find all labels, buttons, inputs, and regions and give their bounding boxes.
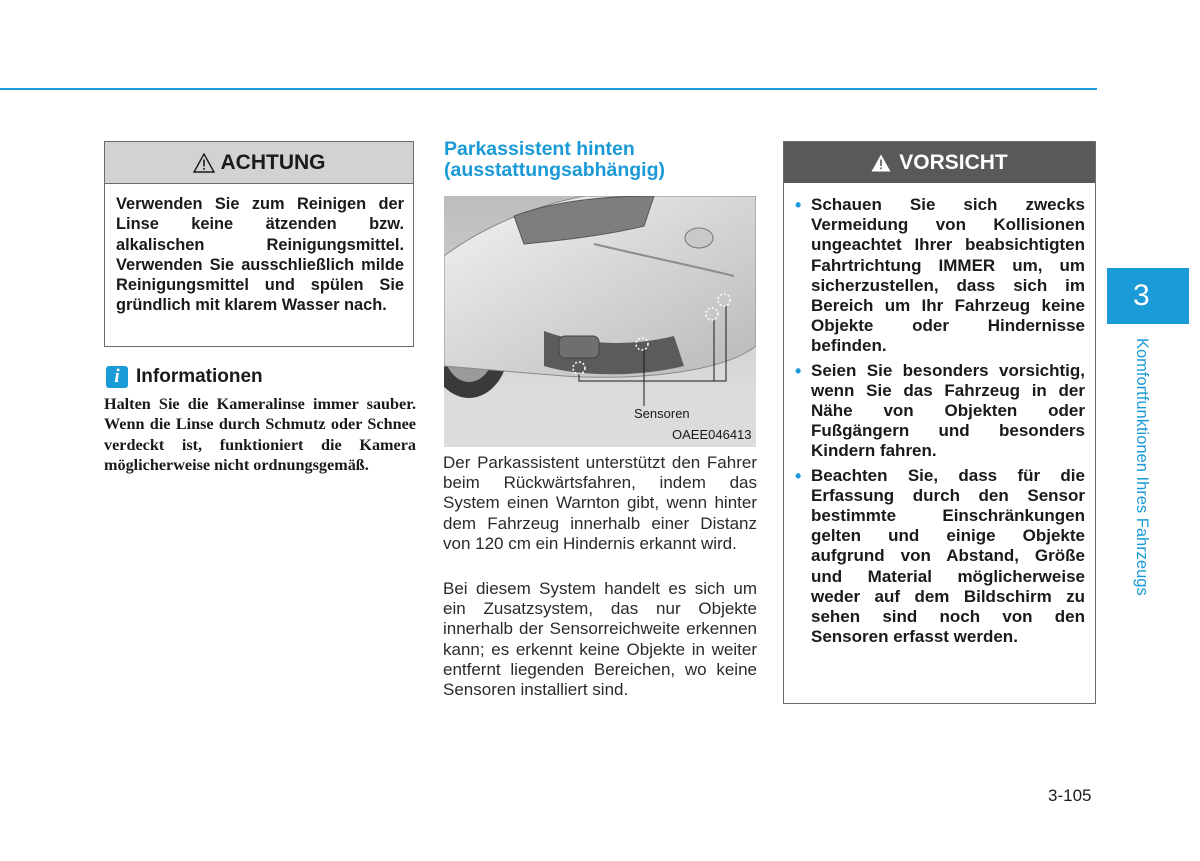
vorsicht-title: VORSICHT [899,150,1008,174]
vorsicht-header [784,142,1095,183]
vorsicht-item: • Schauen Sie sich zwecks Vermeidung von Kollisionen ungeachtet Ihrer beabsichtigten Fahrtrichtung IMMER um, um sicherzustellen, dass sich im Bereich um Ihr Fahrzeug keine Objekte oder Hindernisse befinden. [794,195,1085,357]
car-rear-illustration [444,196,756,447]
info-text: Halten Sie die Kameralinse immer sauber. Wenn die Linse durch Schmutz oder Schnee verdeckt ist, funktioniert die Kamera möglicherweise nicht ordnungsgemäß. [104,395,416,474]
vorsicht-box [783,141,1096,704]
warning-triangle-filled-icon [871,154,891,172]
warning-triangle-outline-icon [193,153,215,173]
info-title: Informationen [136,366,263,387]
chapter-title: Komfortfunktionen Ihres Fahrzeugs [1133,338,1151,596]
body-paragraph-2: Bei diesem System handelt es sich um ein Zusatzsystem, das nur Objekte innerhalb der Sensorreichweite erkennen kann; es erkennt keine Objekte in weiter entfernt liegenden Bereichen, wo keine Sensoren installiert sind. [443,579,757,700]
chapter-tab: 3 [1107,268,1189,324]
body-paragraph-1: Der Parkassistent unterstützt den Fahrer beim Rückwärtsfahren, indem das System einen Warnton gibt, wenn hinter dem Fahrzeug innerhalb einer Distanz von 120 cm ein Hindernis erkannt wird. [443,453,757,553]
achtung-title: ACHTUNG [220,150,326,174]
top-rule [0,88,1097,90]
vorsicht-list [784,183,1095,647]
achtung-box [104,141,414,347]
page-number: 3-105 [1048,786,1092,805]
vorsicht-item: • Seien Sie besonders vorsichtig, wenn Sie das Fahrzeug in der Nähe von Objekten oder Fußgängern und besonders Kindern fahren. [794,361,1085,462]
info-heading [106,366,263,388]
rear-parking-sensor-figure [444,196,756,447]
figure-label-sensors: Sensoren [634,406,690,421]
figure-code: OAEE046413 [672,427,752,442]
achtung-text: Verwenden Sie zum Reinigen der Linse keine ätzenden bzw. alkalischen Reinigungsmittel. Verwenden Sie ausschließlich milde Reinigungsmittel und spülen Sie gründlich mit klarem Wasser nach. [116,195,404,315]
info-icon: i [106,366,128,388]
section-title: Parkassistent hinten (ausstattungsabhängig) [444,138,666,181]
achtung-header [105,142,413,184]
vorsicht-item: • Beachten Sie, dass für die Erfassung durch den Sensor bestimmte Einschränkungen gelten und einige Objekte aufgrund von Abstand, Größe und Material möglicherweise weder auf dem Bildschirm zu sehen sind noch von den Sensoren erfasst werden. [794,466,1085,648]
